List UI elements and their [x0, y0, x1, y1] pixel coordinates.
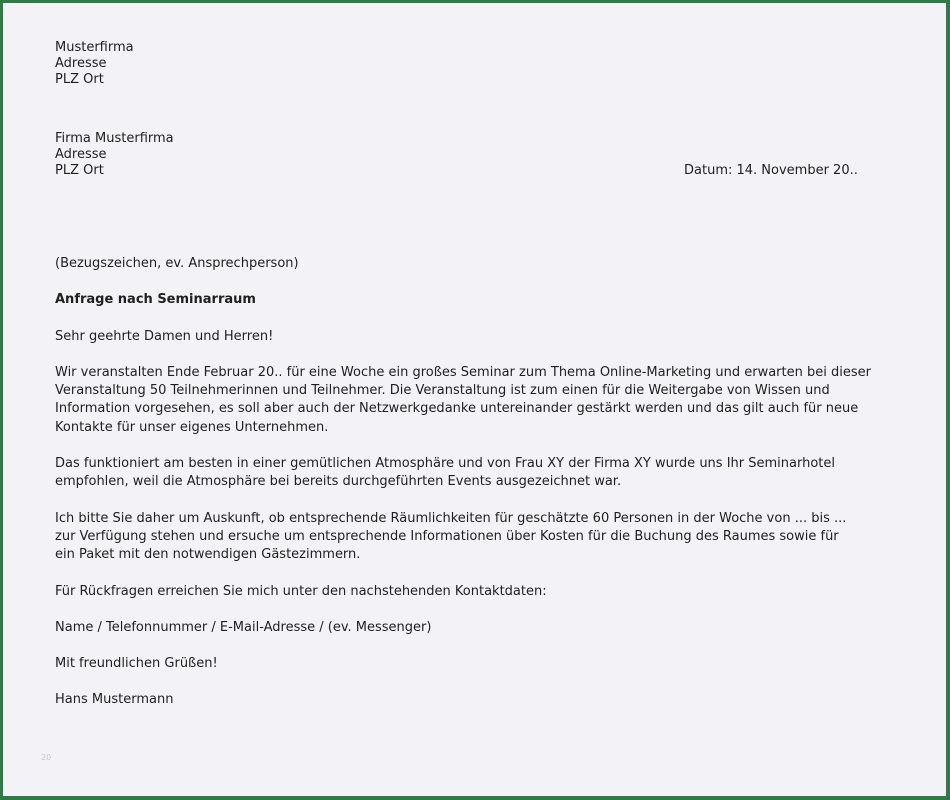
page-number: 20	[41, 753, 52, 762]
paragraph-2	[55, 455, 835, 491]
signature-name: Hans Mustermann	[55, 692, 174, 707]
paragraph-line: ein Paket mit den notwendigen Gästezimmern.	[55, 547, 361, 563]
sender-street: Adresse	[55, 56, 107, 71]
salutation	[55, 329, 273, 345]
reference-text: (Bezugszeichen, ev. Ansprechperson)	[55, 256, 299, 271]
paragraph-line: Für Rückfragen erreichen Sie mich unter den nachstehenden Kontaktdaten:	[55, 584, 547, 599]
paragraph-line: Veranstaltung 50 Teilnehmerinnen und Teilnehmer. Die Veranstaltung ist zum einen für die Weitergabe von Wissen und	[55, 383, 830, 399]
paragraph-line: zur Verfügung stehen und ersuche um entsprechende Informationen über Kosten für die Buchung des Raumes sowie für	[55, 529, 839, 545]
paragraph-3	[55, 510, 846, 565]
signature	[55, 692, 173, 708]
sender-city: PLZ Ort	[55, 72, 104, 87]
paragraph-line: empfohlen, weil die Atmosphäre bei bereits durchgeführten Events ausgezeichnet war.	[55, 474, 622, 490]
paragraph-line: Information vorgesehen, es soll aber auch der Netzwerkgedanke untereinander gestärkt werden und das gilt auch für neue	[55, 401, 859, 417]
paragraph-4	[55, 583, 547, 601]
paragraph-line: Kontakte für unser eigenes Unternehmen.	[55, 419, 329, 435]
subject-line	[55, 292, 256, 308]
closing-text: Mit freundlichen Grüßen!	[55, 656, 218, 671]
recipient-address	[55, 131, 174, 179]
paragraph-1	[55, 364, 871, 437]
closing	[55, 656, 218, 672]
salutation-text: Sehr geehrte Damen und Herren!	[55, 329, 274, 344]
contact-line: Name / Telefonnummer / E-Mail-Adresse / (ev. Messenger)	[55, 620, 432, 635]
reference-line	[55, 256, 299, 272]
recipient-street: Adresse	[55, 147, 107, 162]
paragraph-line: Ich bitte Sie daher um Auskunft, ob entsprechende Räumlichkeiten für geschätzte 60 Personen in der Woche von ... bis ...	[55, 511, 847, 526]
letter-page	[3, 3, 946, 796]
paragraph-line: Das funktioniert am besten in einer gemütlichen Atmosphäre und von Frau XY der Firma XY wurde uns Ihr Seminarhotel	[55, 456, 835, 471]
sender-name: Musterfirma	[55, 40, 134, 55]
recipient-city: PLZ Ort	[55, 163, 104, 178]
recipient-name: Firma Musterfirma	[55, 131, 174, 146]
paragraph-line: Wir veranstalten Ende Februar 20.. für eine Woche ein großes Seminar zum Thema Online-Marketing und erwarten bei dieser	[55, 365, 871, 380]
sender-address	[55, 40, 134, 88]
letter-date: Datum: 14. November 20..	[684, 163, 858, 178]
subject-text: Anfrage nach Seminarraum	[55, 292, 256, 307]
contact-details	[55, 619, 431, 637]
